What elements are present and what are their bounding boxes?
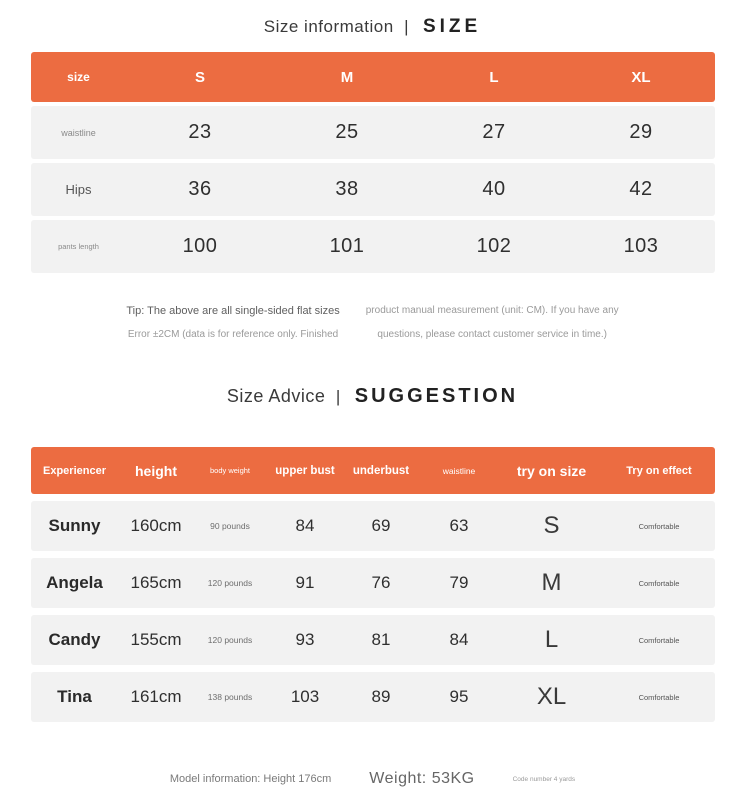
experiencer-height: 160cm [130, 516, 182, 535]
waistline-value: 79 [449, 573, 469, 592]
waistline-value: 84 [449, 630, 469, 649]
size-col-m: M [340, 68, 354, 86]
tip-right-column [366, 299, 619, 361]
waistline-l: 27 [482, 121, 506, 143]
tip-left-line2: Error ±2CM (data is for reference only. Finished [127, 329, 339, 340]
pants-m: 101 [329, 235, 365, 257]
experiencer-height: 155cm [130, 630, 182, 649]
size-col-xl: XL [631, 68, 651, 86]
experiencer-name: Sunny [48, 516, 101, 535]
try-on-effect-value: Comfortable [638, 578, 680, 588]
model-information-bar [0, 770, 745, 788]
experiencer-weight: 120 pounds [207, 578, 253, 588]
underbust-value: 81 [371, 630, 391, 649]
upper-bust-value: 103 [290, 687, 320, 706]
title-advice-text: Size Advice [226, 386, 326, 406]
model-info-text: Model information: Height 176cm [169, 773, 332, 785]
upper-bust-value: 91 [295, 573, 315, 592]
row-label-waistline: waistline [61, 127, 96, 138]
header-waistline: waistline [442, 465, 476, 476]
title-suggestion-caps: SUGGESTION [354, 385, 519, 407]
experiencer-height: 165cm [130, 573, 182, 592]
header-upper-bust: upper bust [275, 464, 335, 477]
header-try-on-size: try on size [516, 462, 587, 479]
experiencer-weight: 90 pounds [210, 521, 250, 531]
header-try-on-effect: Try on effect [626, 464, 692, 477]
tip-right-line1: product manual measurement (unit: CM). If you have any [365, 305, 619, 316]
size-table-header [31, 52, 715, 102]
table-row-waistline [31, 106, 715, 159]
header-experiencer: Experiencer [43, 464, 106, 477]
try-on-effect-value: Comfortable [638, 635, 680, 645]
try-on-effect-value: Comfortable [638, 692, 680, 702]
size-col-l: L [489, 68, 499, 86]
pants-xl: 103 [623, 235, 659, 257]
pants-l: 102 [476, 235, 512, 257]
header-height: height [135, 462, 177, 479]
try-on-size-value: XL [536, 683, 567, 710]
table-row-sunny [31, 501, 715, 551]
upper-bust-value: 84 [295, 516, 315, 535]
table-row-tina [31, 672, 715, 722]
underbust-value: 69 [371, 516, 391, 535]
experiencer-name: Angela [46, 573, 103, 592]
tip-left-column [126, 299, 339, 361]
suggestion-table [31, 447, 715, 722]
try-on-size-value: M [541, 569, 562, 596]
waistline-value: 95 [449, 687, 469, 706]
experiencer-height: 161cm [130, 687, 182, 706]
header-underbust: underbust [352, 464, 410, 477]
size-information-title [0, 0, 745, 52]
title-size-info-text: Size information [263, 17, 394, 36]
upper-bust-value: 93 [295, 630, 315, 649]
underbust-value: 76 [371, 573, 391, 592]
suggestion-table-header [31, 447, 715, 494]
try-on-size-value: L [544, 626, 559, 653]
table-row-candy [31, 615, 715, 665]
model-weight-text: Weight: 53KG [369, 770, 475, 787]
pants-s: 100 [182, 235, 218, 257]
row-label-hips: Hips [65, 182, 92, 197]
underbust-value: 89 [371, 687, 391, 706]
size-advice-title [0, 361, 745, 421]
size-col-s: S [194, 68, 205, 86]
waistline-m: 25 [335, 121, 359, 143]
title-advice-divider: | [335, 387, 341, 406]
table-row-pants-length [31, 220, 715, 273]
header-body-weight: body weight [209, 466, 251, 475]
table-row-hips [31, 163, 715, 216]
experiencer-name: Candy [48, 630, 101, 649]
hips-l: 40 [482, 178, 506, 200]
hips-s: 36 [188, 178, 212, 200]
experiencer-weight: 138 pounds [207, 692, 253, 702]
tip-note [0, 299, 745, 361]
experiencer-weight: 120 pounds [207, 635, 253, 645]
try-on-size-value: S [543, 512, 560, 539]
waistline-value: 63 [449, 516, 469, 535]
experiencer-name: Tina [57, 687, 92, 706]
hips-xl: 42 [629, 178, 653, 200]
title-divider: | [404, 17, 409, 36]
hips-m: 38 [335, 178, 359, 200]
size-table-header-label: size [67, 70, 90, 84]
code-number-text: Code number 4 yards [512, 775, 576, 783]
waistline-s: 23 [188, 121, 212, 143]
try-on-effect-value: Comfortable [638, 521, 680, 531]
waistline-xl: 29 [629, 121, 653, 143]
tip-left-line1: Tip: The above are all single-sided flat sizes [126, 305, 340, 317]
table-row-angela [31, 558, 715, 608]
tip-right-line2: questions, please contact customer service in time.) [377, 329, 607, 340]
row-label-pants-length: pants length [58, 242, 99, 251]
title-size-caps: SIZE [422, 16, 482, 37]
size-table [31, 52, 715, 273]
